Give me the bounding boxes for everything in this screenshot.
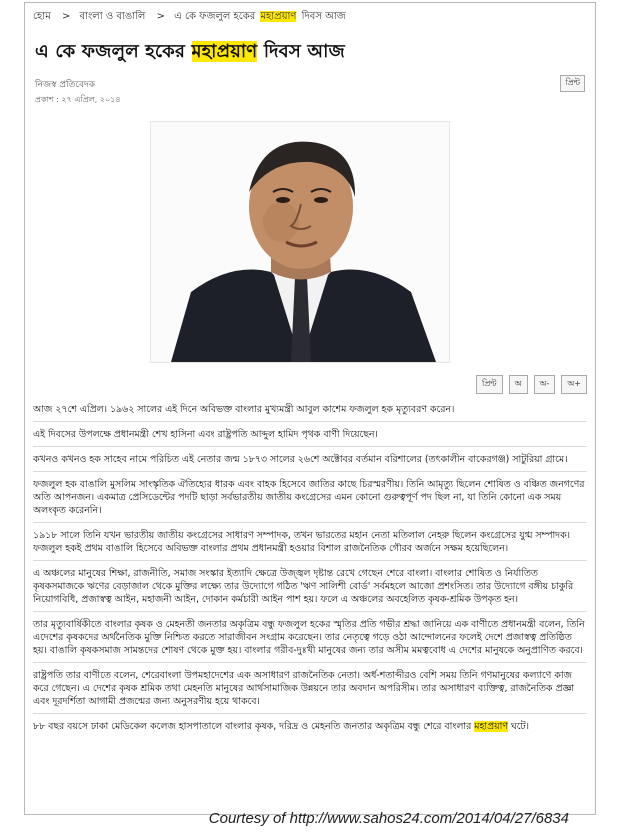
article-toolbar [476, 375, 587, 394]
article-paragraph-last [33, 720, 587, 738]
article-paragraph: এ অঞ্চলের মানুষের শিক্ষা, রাজনীতি, সমাজ সংস্কার ইত্যাদি ক্ষেত্রে উজ্জ্বল দৃষ্টান্ত রেখে গেছেন শেরে বাংলা। বাংলার শোষিত ও নির্যাতিত কৃষকসমাজকে ঋণের বেড়াজাল থেকে মুক্তির লক্ষ্যে তার উদ্যোগে গঠিত 'ঋণ সালিশী বোর্ড' সর্বমহলে আজো প্রশংসিত। তার উদ্যোগে বঙ্গীয় চাকুরি নিয়োগবিধি, প্রজাস্বত্ব আইন, মহাজনী আইন, দোকান কর্মচারী আইন পাশ হয়। ফলে এ অঞ্চলের অবহেলিত কৃষক-শ্রমিক উপকৃত হন। [33, 567, 587, 612]
print-button[interactable]: প্রিন্ট [560, 75, 585, 92]
last-paragraph-prefix: ৮৮ বছর বয়সে ঢাকা মেডিকেল কলেজ হাসপাতালে বাংলার কৃষক, দরিদ্র ও মেহনতি জনতার অকৃত্রিম বন্ধু শেরে বাংলার [33, 721, 475, 732]
courtesy-caption: Courtesy of http://www.sahos24.com/2014/04/27/6834 [208, 810, 569, 827]
font-decrease-button[interactable]: অ- [534, 375, 556, 394]
article-paragraph: রাষ্ট্রপতি তার বাণীতে বলেন, শেরেবাংলা উপমহাদেশের এক অসাধারণ রাজনৈতিক নেতা। অর্ধ-শতাব্দীরও বেশি সময় তিনি গণমানুষের কল্যাণে কাজ করে গেছেন। এ দেশের কৃষক শ্রমিক তথা মেহনতি মানুষের আর্থসামাজিক উন্নয়নে তার অবদান অপরিসীম। তার অসাধারণ ব্যক্তিত্ব, রাজনৈতিক প্রজ্ঞা এবং দূরদর্শিতা আগামী প্রজন্মের জন্য অনুসরণীয় হয়ে থাকবে। [33, 669, 587, 714]
article-paragraph: আজ ২৭শে এপ্রিল। ১৯৬২ সালের এই দিনে অবিভক্ত বাংলার মুখ্যমন্ত্রী আবুল কাশেম ফজলুল হক মৃত্যুবরণ করেন। [33, 403, 587, 422]
font-normal-button[interactable]: অ [509, 375, 528, 394]
breadcrumb-current-prefix: এ কে ফজলুল হকের [174, 11, 259, 22]
article-paragraph: ফজলুল হক বাঙালি মুসলিম সাংস্কৃতিক ঐতিহ্যের ধারক এবং বাহক হিসেবে জাতির কাছে চিরস্মরণীয়। তিনি আমৃত্যু ছিলেন শোষিত ও বঞ্চিত জনগণের অতি আপনজন। একমাত্র প্রেসিডেন্টের পদটি ছাড়া সর্বভারতীয় জাতীয় কংগ্রেসের এমন কোনো গুরুত্বপূর্ণ পদ ছিল না, যা তিনি কোনো এক সময় অলংকৃত করেননি। [33, 478, 587, 523]
page-title [35, 37, 345, 68]
article-paragraph: কখনও কখনও হক সাহেব নামে পরিচিত এই নেতার জন্ম ১৮৭৩ সালের ২৬শে অক্টোবর বর্তমান বরিশালের (তৎকালীন বাকেরগঞ্জ) সাটুরিয়া গ্রামে। [33, 453, 587, 472]
article-paragraph: তার মৃত্যুবার্ষিকীতে বাংলার কৃষক ও মেহনতী জনতার অকৃত্রিম বন্ধু ফজলুল হকের স্মৃতির প্রতি গভীর শ্রদ্ধা জানিয়ে এক বাণীতে প্রধানমন্ত্রী বলেন, তিনি এদেশের কৃষকদের অর্থনৈতিক মুক্তি নিশ্চিত করতে সারাজীবন সংগ্রাম করেছেন। তার নেতৃত্বে গড়ে ওঠা আন্দোলনের ফলেই দেশে প্রজাস্বত্ব প্রতিষ্ঠিত হয়। বাঙালি কৃষকসমাজ সামন্তদের শোষণ থেকে মুক্ত হয়। বাংলার গরীব-দুঃখী মানুষের জন্য তার অসীম মমত্ববোধ এ দেশের মানুষকে অনুপ্রাণিত করবে। [33, 618, 587, 663]
title-prefix: এ কে ফজলুল হকের [35, 41, 192, 62]
last-paragraph-suffix: ঘটে। [508, 721, 530, 732]
article-paragraph: ১৯১৮ সালে তিনি যখন ভারতীয় জাতীয় কংগ্রেসের সাধারণ সম্পাদক, তখন ভারতের মহান নেতা মতিলাল নেহরু ছিলেন কংগ্রেসের যুগ্ম সম্পাদক। ফজলুল হকই প্রথম বাঙালি হিসেবে অবিভক্ত বাংলার প্রথম প্রধানমন্ত্রী হওয়ার বিশাল রাজনৈতিক গৌরব অর্জনে সক্ষম হয়েছিলেন। [33, 529, 587, 561]
print-button-toolbar[interactable]: প্রিন্ট [476, 375, 503, 394]
breadcrumb [33, 9, 350, 26]
title-suffix: দিবস আজ [257, 41, 345, 62]
breadcrumb-current-suffix: দিবস আজ [298, 11, 346, 22]
portrait-illustration [151, 122, 449, 362]
breadcrumb-current-highlight: মহাপ্রয়াণ [260, 11, 297, 22]
breadcrumb-home-link[interactable]: হোম [33, 11, 51, 22]
last-paragraph-highlight: মহাপ্রয়াণ [474, 721, 509, 732]
portrait-image [150, 121, 450, 363]
title-highlight: মহাপ্রয়াণ [191, 41, 258, 62]
article-frame [24, 2, 596, 815]
article-body [33, 403, 587, 744]
breadcrumb-section-link[interactable]: বাংলা ও বাঙালি [79, 11, 146, 22]
article-paragraph: এই দিবসের উপলক্ষে প্রধানমন্ত্রী শেখ হাসিনা এবং রাষ্ট্রপতি আব্দুল হামিদ পৃথক বাণী দিয়েছেন। [33, 428, 587, 447]
publish-date: প্রকাশ : ২৭ এপ্রিল, ২০১৪ [35, 95, 121, 104]
breadcrumb-current [174, 11, 348, 22]
breadcrumb-separator: > [156, 11, 165, 22]
author: নিজস্ব প্রতিবেদক [35, 80, 96, 90]
font-increase-button[interactable]: অ+ [561, 375, 587, 394]
breadcrumb-separator: > [61, 11, 71, 22]
